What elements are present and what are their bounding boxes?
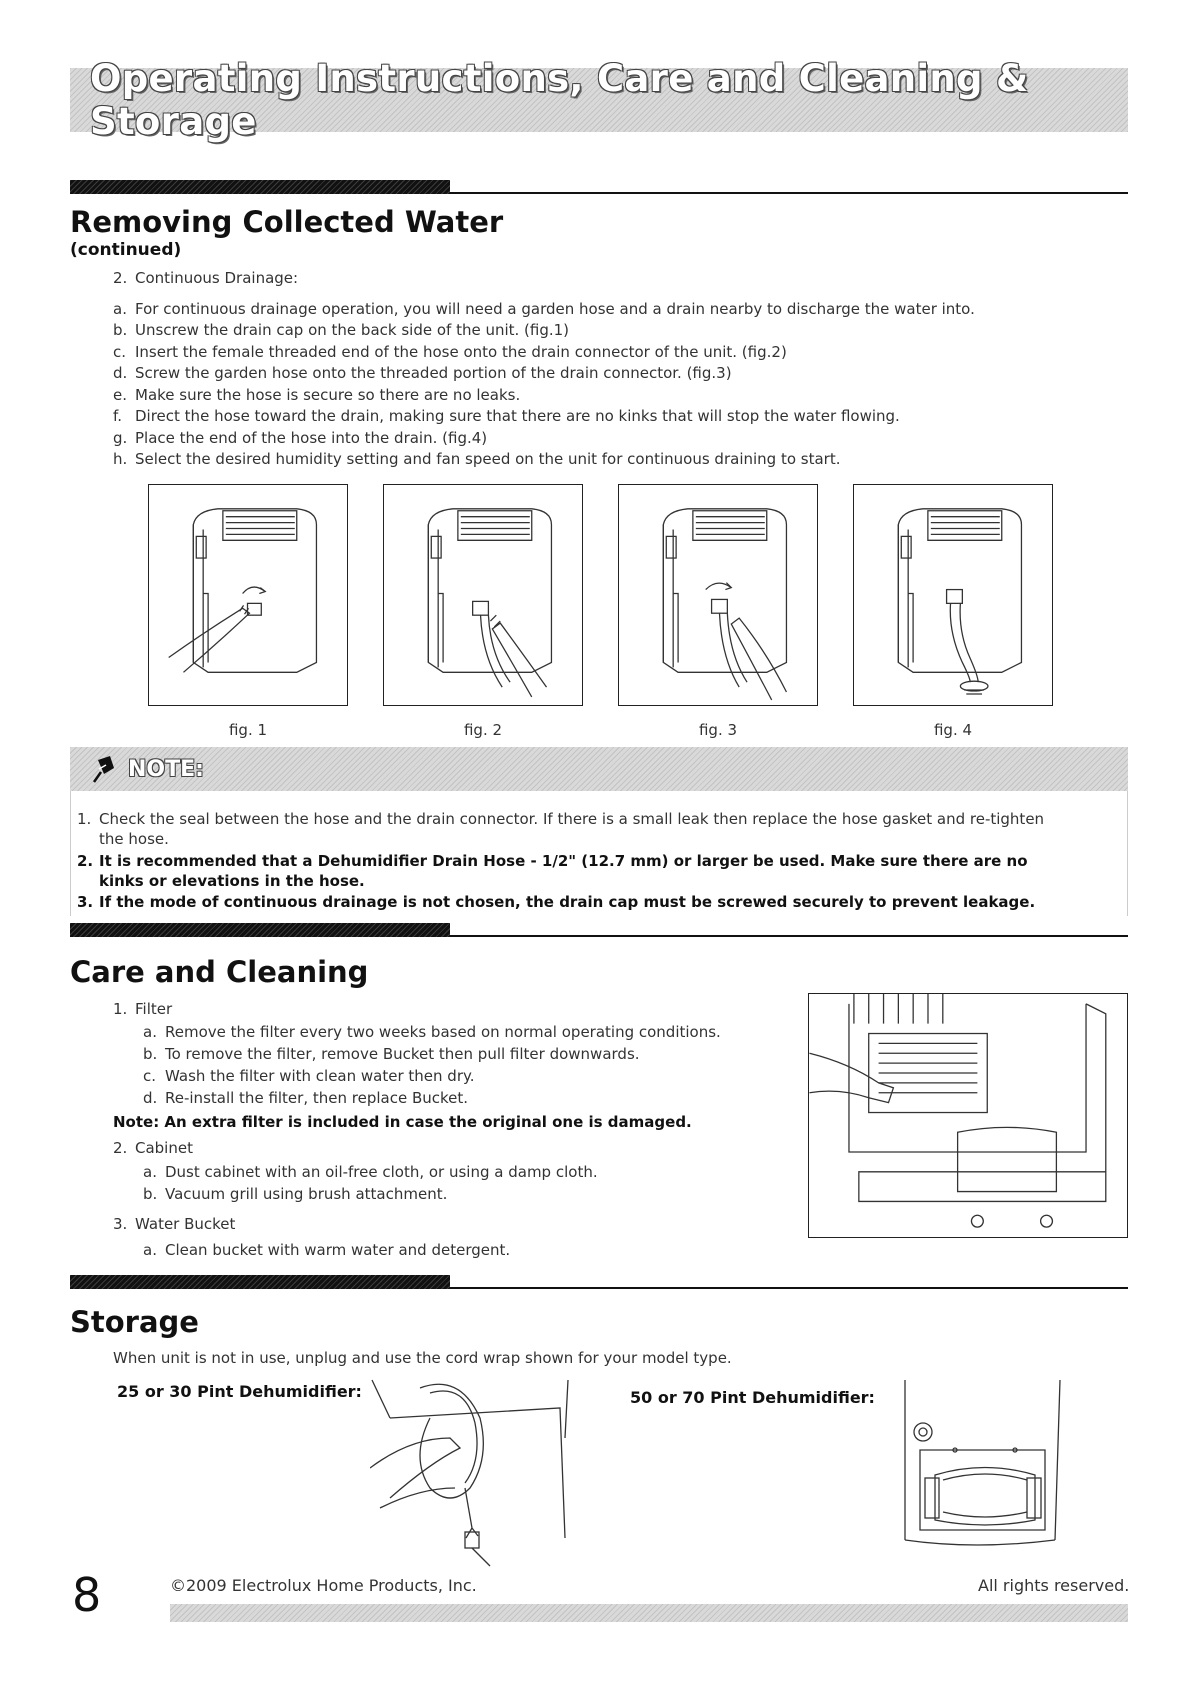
- cord-wrap-large-image: [895, 1380, 1067, 1550]
- list-item: g. Place the end of the hose into the drain. (fig.4): [113, 429, 488, 447]
- filter-note: Note: An extra filter is included in case the original one is damaged.: [113, 1113, 692, 1131]
- figure-4-image: [853, 484, 1053, 706]
- figure-3-image: [618, 484, 818, 706]
- cord-wrap-small-image: [370, 1378, 570, 1568]
- step-title: 2. Continuous Drainage:: [113, 269, 299, 287]
- page-number: 8: [72, 1568, 102, 1622]
- figure-2-caption: fig. 2: [463, 721, 503, 739]
- small-model-label: 25 or 30 Pint Dehumidifier:: [117, 1382, 362, 1401]
- large-model-label: 50 or 70 Pint Dehumidifier:: [630, 1388, 875, 1407]
- note-banner: [70, 747, 1128, 791]
- copyright: ©2009 Electrolux Home Products, Inc.: [170, 1576, 477, 1595]
- removing-water-heading: Removing Collected Water: [70, 205, 504, 239]
- note-item-continued: kinks or elevations in the hose.: [99, 872, 365, 890]
- note-item: 2. It is recommended that a Dehumidifier Drain Hose - 1/2" (12.7 mm) or larger be used. Make sure there are no: [77, 852, 1028, 870]
- storage-intro: When unit is not in use, unplug and use the cord wrap shown for your model type.: [113, 1349, 732, 1367]
- list-item: b. Unscrew the drain cap on the back side of the unit. (fig.1): [113, 321, 570, 339]
- note-title: NOTE:: [128, 756, 204, 782]
- bucket-title: 3. Water Bucket: [113, 1215, 236, 1233]
- figure-1-image: [148, 484, 348, 706]
- note-body: [70, 791, 1128, 916]
- rights-reserved: All rights reserved.: [978, 1576, 1130, 1595]
- section-rule: [70, 180, 1128, 194]
- list-item: a. For continuous drainage operation, you will need a garden hose and a drain nearby to discharge the water into.: [113, 300, 975, 318]
- page-title: Operating Instructions, Care and Cleaning & Storage: [90, 57, 1029, 143]
- list-item: h. Select the desired humidity setting and fan speed on the unit for continuous draining to start.: [113, 450, 841, 468]
- list-item: b. To remove the filter, remove Bucket then pull filter downwards.: [143, 1045, 640, 1063]
- pushpin-icon: [90, 754, 116, 784]
- list-item: a. Clean bucket with warm water and detergent.: [143, 1241, 511, 1259]
- section-rule: [70, 1275, 1128, 1289]
- removing-water-subtitle: (continued): [70, 240, 182, 260]
- figure-3-caption: fig. 3: [698, 721, 738, 739]
- filter-title: 1. Filter: [113, 1000, 173, 1018]
- header-banner: [70, 57, 1128, 143]
- list-item: a. Dust cabinet with an oil-free cloth, or using a damp cloth.: [143, 1163, 598, 1181]
- section-rule: [70, 923, 1128, 937]
- list-item: e. Make sure the hose is secure so there are no leaks.: [113, 386, 521, 404]
- note-item-continued: the hose.: [99, 830, 169, 848]
- list-item: a. Remove the filter every two weeks based on normal operating conditions.: [143, 1023, 721, 1041]
- figure-2-image: [383, 484, 583, 706]
- care-cleaning-heading: Care and Cleaning: [70, 955, 369, 989]
- footer-bar: [170, 1604, 1128, 1622]
- filter-removal-image: [808, 993, 1128, 1238]
- note-item: 1. Check the seal between the hose and the drain connector. If there is a small leak then replace the hose gasket and re-tighten: [77, 810, 1045, 828]
- figure-4-caption: fig. 4: [933, 721, 973, 739]
- storage-heading: Storage: [70, 1305, 199, 1339]
- list-item: f. Direct the hose toward the drain, making sure that there are no kinks that will stop the water flowing.: [113, 407, 900, 425]
- list-item: c. Wash the filter with clean water then dry.: [143, 1067, 475, 1085]
- note-item: 3. If the mode of continuous drainage is not chosen, the drain cap must be screwed securely to prevent leakage.: [77, 893, 1036, 911]
- list-item: b. Vacuum grill using brush attachment.: [143, 1185, 448, 1203]
- list-item: d. Screw the garden hose onto the threaded portion of the drain connector. (fig.3): [113, 364, 732, 382]
- list-item: d. Re-install the filter, then replace Bucket.: [143, 1089, 469, 1107]
- cabinet-title: 2. Cabinet: [113, 1139, 193, 1157]
- list-item: c. Insert the female threaded end of the hose onto the drain connector of the unit. (fig.2): [113, 343, 787, 361]
- figure-1-caption: fig. 1: [228, 721, 268, 739]
